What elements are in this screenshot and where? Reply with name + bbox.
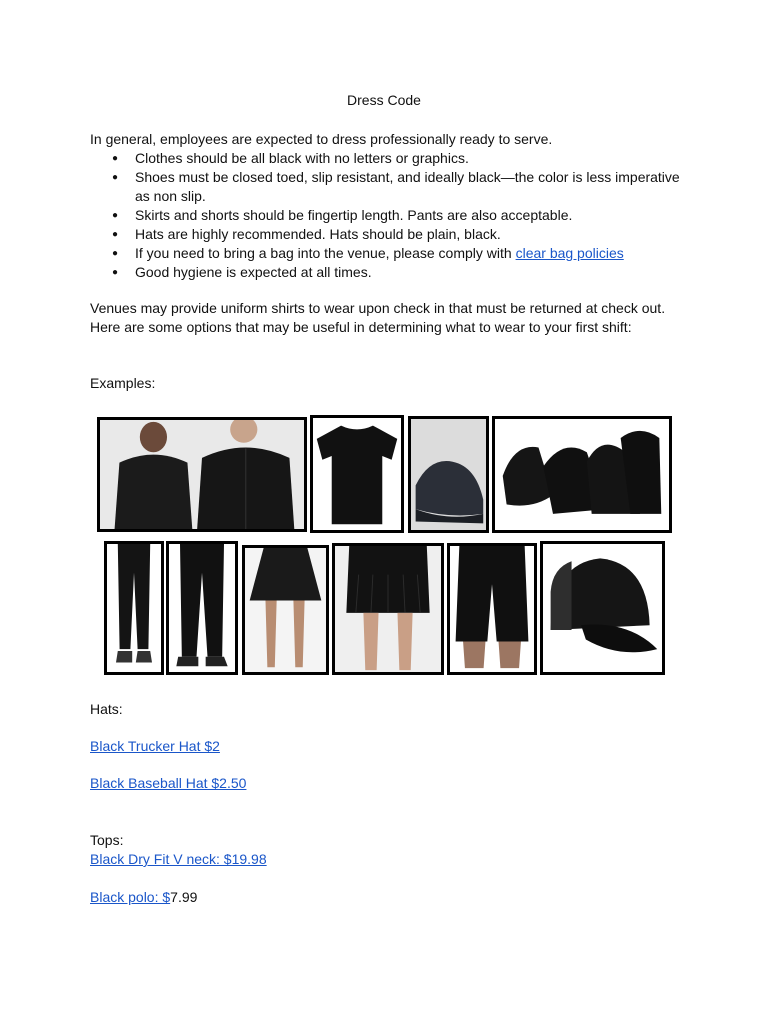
black-polo-line bbox=[90, 888, 197, 907]
list-item: ● Good hygiene is expected at all times. bbox=[90, 263, 690, 282]
black-skater-skirt-photo bbox=[242, 545, 329, 675]
bag-rule-text: If you need to bring a bag into the venue, please comply with bbox=[135, 245, 516, 261]
black-polo-link[interactable]: Black polo: $ bbox=[90, 889, 171, 905]
page-title: Dress Code bbox=[347, 92, 421, 108]
black-running-shoe-photo bbox=[408, 416, 489, 533]
rules-list bbox=[90, 149, 690, 282]
black-cropped-pants-photo bbox=[104, 541, 164, 675]
hats-label: Hats: bbox=[90, 701, 123, 717]
black-vans-shoes-photo bbox=[492, 416, 672, 533]
examples-label: Examples: bbox=[90, 375, 156, 391]
black-polo-price: 7.99 bbox=[170, 889, 198, 905]
list-item: ● Hats are highly recommended. Hats should be plain, black. bbox=[90, 225, 690, 244]
black-shorts-photo bbox=[447, 543, 537, 675]
list-item: ● Shoes must be closed toed, slip resistant, and ideally black—the color is less imperative as non slip. bbox=[90, 168, 690, 206]
list-item: ● Clothes should be all black with no letters or graphics. bbox=[90, 149, 690, 168]
black-trucker-hat-photo bbox=[540, 541, 665, 675]
venues-text: Venues may provide uniform shirts to wear upon check in that must be returned at check out. Here are some options that may be useful in determining what to wear to your first shift: bbox=[90, 300, 666, 335]
tops-label: Tops: bbox=[90, 832, 124, 848]
black-tshirt-photo bbox=[310, 415, 404, 533]
intro-text: In general, employees are expected to dress professionally ready to serve. bbox=[90, 131, 553, 147]
black-pants-photo bbox=[166, 541, 238, 675]
black-trucker-hat-link[interactable]: Black Trucker Hat $2 bbox=[90, 738, 220, 754]
black-pleated-skirt-photo bbox=[332, 543, 444, 675]
black-baseball-hat-link[interactable]: Black Baseball Hat $2.50 bbox=[90, 775, 247, 791]
list-item: ● Skirts and shorts should be fingertip length. Pants are also acceptable. bbox=[90, 206, 690, 225]
clear-bag-policies-link[interactable]: clear bag policies bbox=[515, 245, 624, 261]
list-item bbox=[90, 244, 690, 263]
black-uniform-shirts-photo bbox=[97, 417, 307, 532]
black-dry-fit-vneck-link[interactable]: Black Dry Fit V neck: $19.98 bbox=[90, 851, 267, 867]
